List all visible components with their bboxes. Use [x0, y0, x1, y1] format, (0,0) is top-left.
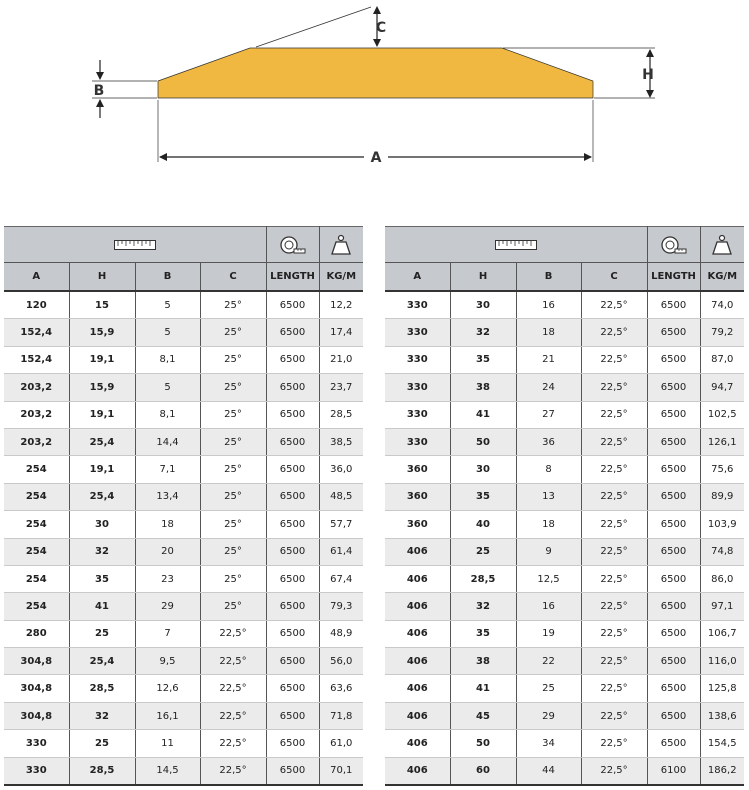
col-h: H: [69, 263, 135, 292]
cell-h: 38: [450, 374, 516, 401]
cell-b: 12,5: [516, 565, 581, 592]
cell-h: 19,1: [69, 456, 135, 483]
cell-c: 25°: [200, 511, 266, 538]
cell-c: 22,5°: [581, 757, 647, 785]
cell-b: 7,1: [135, 456, 200, 483]
cell-h: 32: [69, 702, 135, 729]
cell-b: 16: [516, 291, 581, 319]
cell-c: 22,5°: [581, 291, 647, 319]
cell-c: 22,5°: [581, 346, 647, 373]
cell-a: 152,4: [4, 319, 69, 346]
cell-a: 406: [385, 757, 450, 785]
cell-b: 44: [516, 757, 581, 785]
cell-kgm: 97,1: [700, 593, 744, 620]
cell-length: 6500: [266, 456, 319, 483]
table-row: [4, 346, 363, 373]
table-row: [385, 428, 744, 455]
cell-kgm: 154,5: [700, 730, 744, 757]
table-row: [4, 757, 363, 785]
cell-a: 152,4: [4, 346, 69, 373]
cell-b: 9,5: [135, 648, 200, 675]
cell-h: 19,1: [69, 401, 135, 428]
cell-b: 8,1: [135, 346, 200, 373]
cell-b: 18: [135, 511, 200, 538]
cell-a: 254: [4, 593, 69, 620]
cell-length: 6500: [647, 565, 700, 592]
cell-length: 6500: [647, 648, 700, 675]
table-row: [4, 565, 363, 592]
table-row: [385, 675, 744, 702]
cell-c: 22,5°: [581, 593, 647, 620]
cell-kgm: 125,8: [700, 675, 744, 702]
cell-a: 330: [385, 428, 450, 455]
table-row: [4, 428, 363, 455]
cell-length: 6500: [266, 374, 319, 401]
cell-a: 406: [385, 593, 450, 620]
dimensions-header: [385, 227, 647, 263]
cell-length: 6500: [266, 593, 319, 620]
cell-h: 41: [450, 401, 516, 428]
cell-h: 40: [450, 511, 516, 538]
cell-kgm: 94,7: [700, 374, 744, 401]
table-row: [385, 483, 744, 510]
col-a: A: [385, 263, 450, 292]
cell-b: 14,5: [135, 757, 200, 785]
profile-diagram: [0, 0, 749, 200]
cell-a: 304,8: [4, 648, 69, 675]
cell-length: 6500: [647, 291, 700, 319]
col-h: H: [450, 263, 516, 292]
cell-c: 22,5°: [200, 702, 266, 729]
table-row: [4, 538, 363, 565]
cell-a: 254: [4, 511, 69, 538]
table-row: [385, 620, 744, 647]
cell-kgm: 57,7: [319, 511, 363, 538]
cell-a: 360: [385, 483, 450, 510]
cell-kgm: 87,0: [700, 346, 744, 373]
cell-kgm: 106,7: [700, 620, 744, 647]
cell-a: 203,2: [4, 374, 69, 401]
cell-c: 22,5°: [581, 565, 647, 592]
cell-b: 19: [516, 620, 581, 647]
cell-h: 32: [69, 538, 135, 565]
cell-c: 22,5°: [581, 620, 647, 647]
cell-length: 6500: [266, 511, 319, 538]
table-row: [4, 730, 363, 757]
cell-h: 45: [450, 702, 516, 729]
cell-h: 28,5: [69, 757, 135, 785]
table-row: [4, 620, 363, 647]
cell-kgm: 48,5: [319, 483, 363, 510]
cell-b: 7: [135, 620, 200, 647]
cell-c: 25°: [200, 374, 266, 401]
table-row: [4, 648, 363, 675]
cell-length: 6500: [647, 620, 700, 647]
cell-length: 6500: [647, 374, 700, 401]
table-row: [385, 648, 744, 675]
cell-h: 35: [450, 483, 516, 510]
cell-c: 25°: [200, 428, 266, 455]
table-row: [4, 483, 363, 510]
cell-c: 22,5°: [200, 757, 266, 785]
cell-kgm: 74,8: [700, 538, 744, 565]
cell-a: 360: [385, 456, 450, 483]
cell-a: 406: [385, 730, 450, 757]
dimensions-header: [4, 227, 266, 263]
cell-b: 5: [135, 374, 200, 401]
cell-b: 16: [516, 593, 581, 620]
cell-kgm: 103,9: [700, 511, 744, 538]
cell-h: 25,4: [69, 428, 135, 455]
cell-a: 406: [385, 565, 450, 592]
cell-kgm: 126,1: [700, 428, 744, 455]
cell-h: 25: [450, 538, 516, 565]
table-row: [4, 702, 363, 729]
cell-length: 6500: [266, 319, 319, 346]
cell-kgm: 67,4: [319, 565, 363, 592]
cell-c: 22,5°: [581, 401, 647, 428]
cell-b: 22: [516, 648, 581, 675]
cell-h: 28,5: [69, 675, 135, 702]
cell-c: 25°: [200, 319, 266, 346]
cell-kgm: 56,0: [319, 648, 363, 675]
table-row: [4, 401, 363, 428]
cell-c: 22,5°: [581, 702, 647, 729]
cell-c: 22,5°: [200, 675, 266, 702]
table-row: [385, 456, 744, 483]
col-b: B: [516, 263, 581, 292]
cell-h: 25: [69, 730, 135, 757]
cell-a: 406: [385, 620, 450, 647]
cell-c: 25°: [200, 401, 266, 428]
cell-h: 30: [69, 511, 135, 538]
cell-h: 28,5: [450, 565, 516, 592]
cell-c: 22,5°: [581, 511, 647, 538]
table-row: [385, 346, 744, 373]
col-kgm: KG/M: [700, 263, 744, 292]
cell-length: 6500: [647, 702, 700, 729]
cell-c: 25°: [200, 483, 266, 510]
cell-c: 22,5°: [581, 319, 647, 346]
col-length: LENGTH: [647, 263, 700, 292]
table-row: [385, 730, 744, 757]
table-row: [4, 319, 363, 346]
cell-kgm: 23,7: [319, 374, 363, 401]
cell-b: 27: [516, 401, 581, 428]
cell-length: 6500: [647, 483, 700, 510]
cell-c: 22,5°: [200, 730, 266, 757]
cell-length: 6100: [647, 757, 700, 785]
cell-a: 254: [4, 456, 69, 483]
cell-b: 5: [135, 319, 200, 346]
cell-a: 330: [385, 319, 450, 346]
cell-kgm: 17,4: [319, 319, 363, 346]
table-row: [4, 456, 363, 483]
weight-icon: [711, 234, 733, 256]
table-row: [4, 511, 363, 538]
cell-length: 6500: [647, 538, 700, 565]
label-b: B: [93, 83, 105, 99]
cell-h: 32: [450, 593, 516, 620]
cell-kgm: 48,9: [319, 620, 363, 647]
cell-b: 9: [516, 538, 581, 565]
cell-length: 6500: [266, 702, 319, 729]
cell-c: 22,5°: [581, 648, 647, 675]
cell-kgm: 75,6: [700, 456, 744, 483]
cell-kgm: 138,6: [700, 702, 744, 729]
profile-shape: [158, 48, 593, 98]
tape-measure-icon: [661, 235, 687, 255]
cell-b: 29: [135, 593, 200, 620]
col-c: C: [581, 263, 647, 292]
cell-c: 22,5°: [581, 374, 647, 401]
cell-h: 38: [450, 648, 516, 675]
cell-h: 50: [450, 428, 516, 455]
cell-c: 22,5°: [581, 538, 647, 565]
cell-b: 14,4: [135, 428, 200, 455]
cell-kgm: 74,0: [700, 291, 744, 319]
col-a: A: [4, 263, 69, 292]
cell-c: 25°: [200, 565, 266, 592]
table-row: [385, 511, 744, 538]
cell-c: 22,5°: [581, 730, 647, 757]
table-row: [385, 538, 744, 565]
cell-length: 6500: [647, 511, 700, 538]
ruler-icon: [495, 240, 537, 250]
cell-a: 254: [4, 538, 69, 565]
cell-h: 41: [69, 593, 135, 620]
table-row: [385, 319, 744, 346]
cell-b: 13,4: [135, 483, 200, 510]
cell-kgm: 28,5: [319, 401, 363, 428]
cell-a: 360: [385, 511, 450, 538]
cell-h: 35: [450, 346, 516, 373]
cell-kgm: 116,0: [700, 648, 744, 675]
cell-a: 406: [385, 702, 450, 729]
cell-a: 203,2: [4, 428, 69, 455]
cell-b: 12,6: [135, 675, 200, 702]
cell-b: 8: [516, 456, 581, 483]
cell-h: 25: [69, 620, 135, 647]
cell-b: 11: [135, 730, 200, 757]
col-length: LENGTH: [266, 263, 319, 292]
cell-kgm: 12,2: [319, 291, 363, 319]
cell-b: 21: [516, 346, 581, 373]
cell-length: 6500: [266, 538, 319, 565]
spec-table-left: [4, 226, 363, 786]
cell-c: 22,5°: [581, 428, 647, 455]
cell-a: 330: [4, 730, 69, 757]
table-row: [385, 757, 744, 785]
cell-a: 330: [385, 401, 450, 428]
cell-length: 6500: [266, 401, 319, 428]
weight-icon-cell: [700, 227, 744, 263]
cell-b: 13: [516, 483, 581, 510]
cell-length: 6500: [647, 593, 700, 620]
cell-c: 25°: [200, 456, 266, 483]
cell-kgm: 86,0: [700, 565, 744, 592]
cell-c: 25°: [200, 291, 266, 319]
table-row: [385, 374, 744, 401]
cell-length: 6500: [266, 675, 319, 702]
cell-b: 24: [516, 374, 581, 401]
cell-kgm: 63,6: [319, 675, 363, 702]
label-c: C: [375, 20, 387, 36]
cell-kgm: 186,2: [700, 757, 744, 785]
cell-a: 254: [4, 565, 69, 592]
cell-h: 15,9: [69, 319, 135, 346]
cell-a: 330: [385, 374, 450, 401]
cell-kgm: 61,4: [319, 538, 363, 565]
cell-length: 6500: [266, 757, 319, 785]
cell-c: 22,5°: [200, 648, 266, 675]
cell-b: 25: [516, 675, 581, 702]
cell-h: 25,4: [69, 483, 135, 510]
table-row: [385, 565, 744, 592]
tape-measure-icon: [280, 235, 306, 255]
cell-a: 406: [385, 648, 450, 675]
cell-h: 30: [450, 456, 516, 483]
cell-length: 6500: [266, 648, 319, 675]
cell-length: 6500: [266, 428, 319, 455]
cell-h: 15: [69, 291, 135, 319]
col-kgm: KG/M: [319, 263, 363, 292]
length-icon-cell: [647, 227, 700, 263]
cell-h: 60: [450, 757, 516, 785]
cell-h: 50: [450, 730, 516, 757]
table-row: [385, 593, 744, 620]
cell-length: 6500: [266, 346, 319, 373]
spec-table-right: [385, 226, 744, 786]
cell-length: 6500: [266, 483, 319, 510]
cell-h: 32: [450, 319, 516, 346]
cell-c: 22,5°: [200, 620, 266, 647]
table-row: [385, 401, 744, 428]
cell-kgm: 38,5: [319, 428, 363, 455]
cell-length: 6500: [647, 675, 700, 702]
cell-kgm: 61,0: [319, 730, 363, 757]
cell-length: 6500: [266, 565, 319, 592]
length-icon-cell: [266, 227, 319, 263]
cell-b: 18: [516, 319, 581, 346]
cell-length: 6500: [647, 319, 700, 346]
cell-c: 25°: [200, 538, 266, 565]
cell-b: 29: [516, 702, 581, 729]
cell-a: 203,2: [4, 401, 69, 428]
cell-h: 35: [450, 620, 516, 647]
cell-a: 406: [385, 538, 450, 565]
table-row: [4, 593, 363, 620]
cell-b: 8,1: [135, 401, 200, 428]
cell-length: 6500: [266, 291, 319, 319]
table-row: [385, 702, 744, 729]
col-b: B: [135, 263, 200, 292]
cell-a: 254: [4, 483, 69, 510]
cell-kgm: 21,0: [319, 346, 363, 373]
cell-b: 34: [516, 730, 581, 757]
cell-length: 6500: [647, 730, 700, 757]
cell-h: 25,4: [69, 648, 135, 675]
cell-a: 304,8: [4, 702, 69, 729]
cell-h: 41: [450, 675, 516, 702]
cell-kgm: 89,9: [700, 483, 744, 510]
cell-c: 22,5°: [581, 483, 647, 510]
cell-b: 5: [135, 291, 200, 319]
cell-c: 22,5°: [581, 456, 647, 483]
cell-b: 23: [135, 565, 200, 592]
cell-length: 6500: [647, 428, 700, 455]
table-row: [4, 675, 363, 702]
cell-c: 25°: [200, 346, 266, 373]
cell-a: 330: [385, 291, 450, 319]
cell-a: 304,8: [4, 675, 69, 702]
cell-h: 15,9: [69, 374, 135, 401]
table-row: [385, 291, 744, 319]
cell-a: 330: [385, 346, 450, 373]
cell-kgm: 71,8: [319, 702, 363, 729]
cell-b: 36: [516, 428, 581, 455]
table-row: [4, 374, 363, 401]
cell-length: 6500: [266, 620, 319, 647]
label-h: H: [642, 67, 654, 83]
table-row: [4, 291, 363, 319]
cell-c: 22,5°: [581, 675, 647, 702]
cell-a: 280: [4, 620, 69, 647]
cell-h: 19,1: [69, 346, 135, 373]
cell-length: 6500: [647, 346, 700, 373]
weight-icon-cell: [319, 227, 363, 263]
cell-kgm: 102,5: [700, 401, 744, 428]
cell-c: 25°: [200, 593, 266, 620]
cell-b: 20: [135, 538, 200, 565]
cell-a: 406: [385, 675, 450, 702]
cell-h: 30: [450, 291, 516, 319]
cell-b: 18: [516, 511, 581, 538]
col-c: C: [200, 263, 266, 292]
label-a: A: [370, 150, 382, 166]
cell-b: 16,1: [135, 702, 200, 729]
cell-kgm: 79,2: [700, 319, 744, 346]
cell-length: 6500: [647, 456, 700, 483]
cell-a: 120: [4, 291, 69, 319]
cell-a: 330: [4, 757, 69, 785]
ruler-icon: [114, 240, 156, 250]
cell-kgm: 70,1: [319, 757, 363, 785]
cell-length: 6500: [647, 401, 700, 428]
cell-kgm: 79,3: [319, 593, 363, 620]
cell-h: 35: [69, 565, 135, 592]
cell-length: 6500: [266, 730, 319, 757]
cell-kgm: 36,0: [319, 456, 363, 483]
weight-icon: [330, 234, 352, 256]
